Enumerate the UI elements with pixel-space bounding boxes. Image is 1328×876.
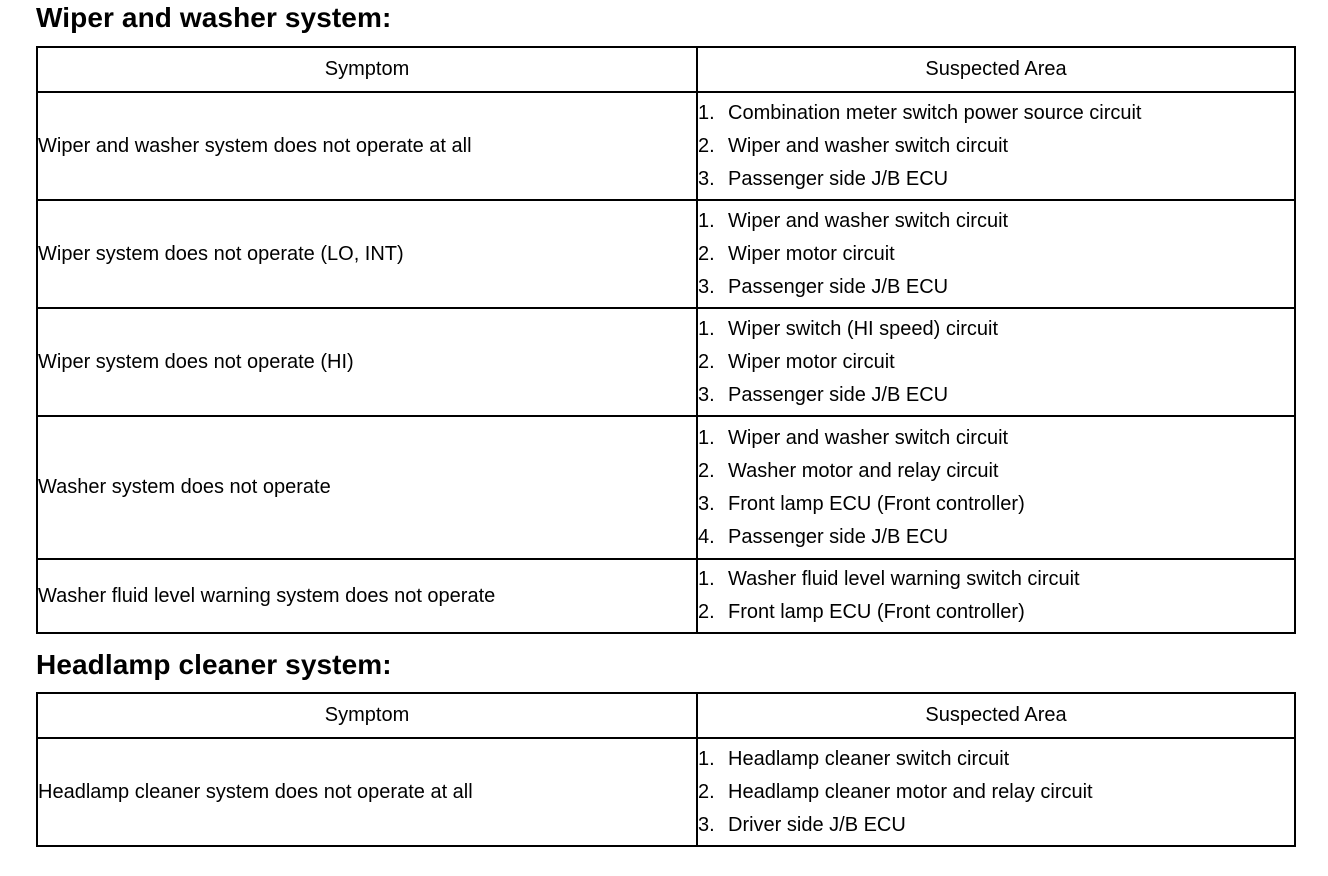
table-row — [37, 559, 1295, 633]
list-item — [698, 422, 1294, 455]
item-number: 2. — [698, 134, 715, 157]
list-item — [698, 346, 1294, 379]
item-number: 1. — [698, 568, 715, 590]
suspected-area-cell — [697, 308, 1295, 416]
item-text: Wiper and washer switch circuit — [728, 134, 1009, 157]
suspected-area-cell — [697, 416, 1295, 559]
item-number: 1. — [698, 101, 715, 124]
table-header-row — [37, 47, 1295, 92]
item-number: 2. — [698, 242, 715, 265]
suspected-area-cell — [697, 92, 1295, 200]
item-number: 4. — [698, 525, 715, 548]
item-text: Front lamp ECU (Front controller) — [728, 492, 1025, 515]
wiper-washer-diagnosis-table — [36, 46, 1296, 634]
list-item — [698, 776, 1294, 809]
list-item — [698, 238, 1294, 271]
table-row — [37, 308, 1295, 416]
item-text: Wiper motor circuit — [728, 350, 895, 373]
item-number: 3. — [698, 383, 715, 406]
headlamp-cleaner-diagnosis-table — [36, 692, 1296, 847]
suspected-area-list — [698, 563, 1294, 629]
item-text: Headlamp cleaner motor and relay circuit — [728, 780, 1093, 803]
item-number: 3. — [698, 492, 715, 515]
suspected-area-column-header: Suspected Area — [697, 693, 1295, 738]
table-row — [37, 92, 1295, 200]
list-item — [698, 97, 1294, 130]
suspected-area-list — [698, 422, 1294, 554]
list-item — [698, 521, 1294, 554]
symptom-cell: Wiper and washer system does not operate at all — [37, 92, 697, 200]
item-number: 1. — [698, 747, 715, 770]
suspected-area-column-header: Suspected Area — [697, 47, 1295, 92]
list-item — [698, 596, 1294, 629]
item-number: 3. — [698, 813, 715, 836]
suspected-area-list — [698, 743, 1294, 842]
list-item — [698, 455, 1294, 488]
symptom-column-header: Symptom — [37, 47, 697, 92]
item-number: 2. — [698, 350, 715, 373]
suspected-area-cell — [697, 738, 1295, 846]
symptom-cell: Wiper system does not operate (LO, INT) — [37, 200, 697, 308]
item-number: 2. — [698, 601, 715, 623]
suspected-area-list — [698, 205, 1294, 304]
list-item — [698, 563, 1294, 596]
item-number: 1. — [698, 317, 715, 340]
item-text: Wiper and washer switch circuit — [728, 209, 1009, 232]
suspected-area-cell — [697, 200, 1295, 308]
suspected-area-list — [698, 97, 1294, 196]
item-text: Passenger side J/B ECU — [728, 525, 949, 548]
section-title-wiper-washer: Wiper and washer system: — [36, 2, 392, 33]
list-item — [698, 743, 1294, 776]
list-item — [698, 379, 1294, 412]
table-row — [37, 200, 1295, 308]
item-text: Combination meter switch power source circuit — [728, 101, 1142, 124]
list-item — [698, 809, 1294, 842]
item-text: Wiper motor circuit — [728, 242, 895, 265]
item-text: Passenger side J/B ECU — [728, 383, 949, 406]
item-text: Headlamp cleaner switch circuit — [728, 747, 1010, 770]
item-number: 1. — [698, 209, 715, 232]
section-title-headlamp-cleaner: Headlamp cleaner system: — [36, 649, 392, 680]
item-text: Driver side J/B ECU — [728, 813, 906, 836]
suspected-area-list — [698, 313, 1294, 412]
list-item — [698, 271, 1294, 304]
table-row — [37, 738, 1295, 846]
symptom-cell: Washer fluid level warning system does not operate — [37, 559, 697, 633]
symptom-cell: Washer system does not operate — [37, 416, 697, 559]
list-item — [698, 313, 1294, 346]
item-number: 3. — [698, 275, 715, 298]
list-item — [698, 205, 1294, 238]
symptom-column-header: Symptom — [37, 693, 697, 738]
item-number: 1. — [698, 426, 715, 449]
item-number: 3. — [698, 167, 715, 190]
item-text: Wiper switch (HI speed) circuit — [728, 317, 999, 340]
table-header-row — [37, 693, 1295, 738]
suspected-area-cell — [697, 559, 1295, 633]
item-number: 2. — [698, 459, 715, 482]
item-text: Washer fluid level warning switch circuit — [728, 568, 1080, 590]
item-text: Wiper and washer switch circuit — [728, 426, 1009, 449]
item-text: Washer motor and relay circuit — [728, 459, 999, 482]
symptom-cell: Wiper system does not operate (HI) — [37, 308, 697, 416]
item-text: Passenger side J/B ECU — [728, 275, 949, 298]
item-text: Front lamp ECU (Front controller) — [728, 601, 1025, 623]
symptom-cell: Headlamp cleaner system does not operate at all — [37, 738, 697, 846]
list-item — [698, 163, 1294, 196]
table-row — [37, 416, 1295, 559]
item-text: Passenger side J/B ECU — [728, 167, 949, 190]
list-item — [698, 130, 1294, 163]
list-item — [698, 488, 1294, 521]
item-number: 2. — [698, 780, 715, 803]
